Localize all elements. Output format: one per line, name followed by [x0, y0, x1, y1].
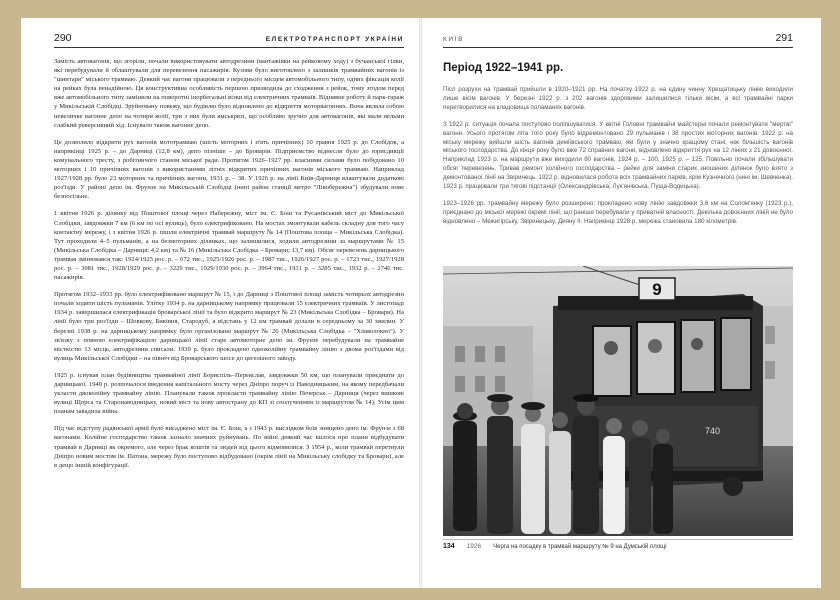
- left-page-number: 290: [54, 32, 72, 44]
- figure-number: 134: [443, 543, 455, 550]
- left-running-title: ЕЛЕКТРОТРАНСПОРТ УКРАЇНИ: [265, 36, 404, 43]
- left-paragraph-2: Це дозволило відкрити рух вагонів мототрамваю (шість моторних і п'ять причіпних) 10 травня 1925 р. до Слобідок, а наприкінці 1925 р. – до Дарниці (12,8 км), депо пізніше – до Броварів. Підприємство віднесли було до юрисдикції комунального тресту, з робітничого станом міської ради. Протягом 1926–1927 рр. власними силами було побудовано 10 моторних і 10 причіпних вагонів з використанням літніх відкритих причіпних вагонів міського трамваю. Наприклад 1927/1928 рр. було 23 моторних та причіпних вагони, 1931 р. – 38. У 1926 р. на лінії Київ-Дарниця влаштували додаткові роз'їзди. У районі депо ім. Фрунзе на Микільській Слобідці (нині район станції метро "Лівобережна") збудували нове безпосільне.: [54, 138, 404, 201]
- left-body-text: [54, 57, 404, 470]
- left-running-head: [54, 32, 404, 48]
- right-body-text: [443, 86, 793, 227]
- left-paragraph-4: Протягом 1932–1933 рр. було електрифіковано маршрут № 15, і до Дарниці з Поштової площі замість чотирьох автодрезин почали ходити шість пульманів. Улітку 1934 р. на дарницькому напрямку працювали 15 електричних трамваїв. У листопаді 1934 р. завершилася електрифікація броварської лінії та було відкрито маршрут № 23 (Микільська Слобідка – Бровари). На лінії було три роз'їзди – Шовкову, Биківня, Стародуб, а відстань у 12 км трамвай долали в середньому за 30 хвилин. У березні 1938 р. на дарницькому напрямку було організовано маршрут № 26 (Микільська Слобідка – "Хімволокно"). У зв'язку з повною електрифікацією дарницької лінії старе автомоторне депо ім. Фрунзе перебудували на трамвайне місткістю 13 місць, автодрезини списали. 1939 р. було прокладено одноколійну трамвайну лінію з двома роз'їздами від вулиць Микільської Слобідки – на північ від Броварського шосе до цегельного заводу.: [54, 291, 404, 362]
- tram-car-number: 740: [705, 426, 721, 436]
- right-paragraph-2: З 1922 р. ситуація почала поступово поліпшуватися. У квітні Головні трамвайні майстерні почали ремонтувати "мертві" вагони. Усього протягом літа того року було відремонтовано 29 пульманів і 38 простих моторних вагонів. 1922 р. на міську мережу вийшли шість вагонів деміївського трамваю, які були у значно кращому стані, ніж більшість вагонів міського господарства. До кінця року було вже 72 справних вагони, відновлено відкриття рух на 12 лініях з 21 довоєнної. Наприклад 1923 р. на маршрути вже виходили 80 вагонів, 1924 р. – 100, 1925 р. – 125. Повільно почали збільшувати обсяг перевезень. Тривав ремонт колійного господарства – рейки для заміни старих зношених ділянок було взято з демонтованої лінії на Звіринець. 1922 р. відновилася робота всіх трамвайних парків, крім Кузнечного (нині ім. Шевченка). 1923 р. працювали три тягові підстанції (Олександрівська, Лук'янівська, Пуща-Водицька).: [443, 120, 793, 191]
- tram-route-sign: 9: [652, 280, 662, 299]
- right-page: [422, 18, 821, 588]
- right-running-head: [443, 32, 793, 48]
- right-running-title: КИЇВ: [443, 36, 464, 43]
- figure-caption-text: Черга на посадку в трамвай маршруту № 9 на Думській площі: [493, 544, 667, 550]
- right-paragraph-3: 1923–1926 рр. трамвайну мережу було розширено: прокладено нову лінію завдовжки 3,6 км на Солом'янку (1923 р.), приєднано до міської мережі окремі лінії, що раніше перебували у приватній власності. Декілька довоєнних ліній не було відновлено – Межигірську, Звіринецьку, Дияну II. Наприкінці 1928 р. мережа становила 180 кілометрів.: [443, 199, 793, 225]
- left-paragraph-5: 1925 р. існував план будівництва трамвайної лінії Бориспіль–Переяслав, завдовжки 50 км, що планували приєднати до дарницької. 1940 р. розпочалося введення капітального мосту через Дніпро поруч із Наводницьким, на якому передбачали укласти двоколійну трамвайну лінію. Планували також прокласти трамвайну лінію Печерськ – Дарниця (через вишкові вулиці Щорса та Старонаводницьку, новий міст та нову автострану до КП зі сполученням із маршрутом № 14). Усім цим планам завадила війна.: [54, 371, 404, 416]
- section-title: Період 1922–1941 рр.: [443, 62, 564, 74]
- historic-tram-photo: [443, 266, 793, 536]
- left-paragraph-3: 1 квітня 1926 р. ділянку від Поштової площі через Набережну, міст ім. Є. Бош та Русанівський міст до Микільської Слобідки, завдовжки 7 км (6 км по осі вулиць), було електрифіковано. На мостах змонтували кабель складну для того часу контактну мережу, і з квітня 1926 р. пішли електричні трамвай маршруту № 14 (Поштова площа – Микільська Слобідка). Тут проходили 4–5 пульманів, а на безмоторних ділянках, що залишилися, ходили автодрезини за маршрутами № 15 (Микільська Слобідка – Дарниця; 4,2 км) та № 16 (Микільська Слобідка – Бровари; 13,7 км). Обсяг перевезень дарницького трамвая змінювався так: 1924/1925 рос. р. – 672 тис., 1925/1926 рос. р. – 1987 тис., 1926/1927 рос. р. – 1723 тис., 1927/1928 рос. р. – 3081 тис., 1928/1929 рос. р. – 3229 тис., 1929/1930 рос. р. – 3964 тис., 1931 р. – 3285 тис., 1932 р. – 2746 тис. пасажирів.: [54, 210, 404, 282]
- figure-year: 1926: [466, 543, 482, 550]
- left-paragraph-6: Під час відступу радянської армії було висаджено міст ім. Є. Бош, а з 1943 р. вислідком боїв знищено депо ім. Фрунзе з 68 вагонами. Колійне господарство також зазнало значних руйнувань. По війні деякий час ішлося про плани відбудувати трамвай в Дарниці як окремого, але через брак коштів та людей від цього відмовилися. З 1954 р., коли трамвай перетнули Дніпро новим мостом ім. Патона, мережу було поступово відбудовано (окрім лінії на Микільську слобідку та Бровари), але в дещо іншій конфігурації.: [54, 425, 404, 469]
- left-page: [21, 18, 420, 588]
- left-paragraph-1: Замість автовагонів, що згоріли, почали використовувати автодрезини (вантажівки на рейковому ходу) з бучанської гілки, які перебудували й облаштували для перевезення пасажирів. Кузови було виготовлено з залишків трамвайних вагонів із "шинтаря" міського трамваю. Деякий час вагони працювали з переднього місцем автомобільного типу, одних фіксація колії на рейках була венадійною. Ця конструктивна особливість першою призводила до сходження з рейок, тому згодом перед вже автомобільного типу замінили на поворотні інорбегальні візки від електричних трамваїв. Віднявне роботу й парк-гараж у Микільській Слобідці. Зруйновану повежу, що будівлю було відновлено до відкриття моторвагонних. Вона являла собою невеличке вагонне депо на чотири колії, три з них були ямськрвзі, що особливо зручно для автовагонів, які мали вельми слабкий реверсивний хід. Існувало також вагонне депо.: [54, 58, 404, 129]
- right-page-number: 291: [775, 32, 793, 44]
- photo-caption: [443, 539, 793, 550]
- right-paragraph-1: Післ розрухи на трамвай прийшли в 1920–1921 рр. На початку 1922 р. на єдину чинну Хрещатицьку лінію виходили лише вісім вагонів. У березні 1922 р. з 202 вагонів здоровими залишилися тільки вісім, а всі трамвайні парки перетворилися на кладовища поламаних вагонів.: [443, 86, 793, 111]
